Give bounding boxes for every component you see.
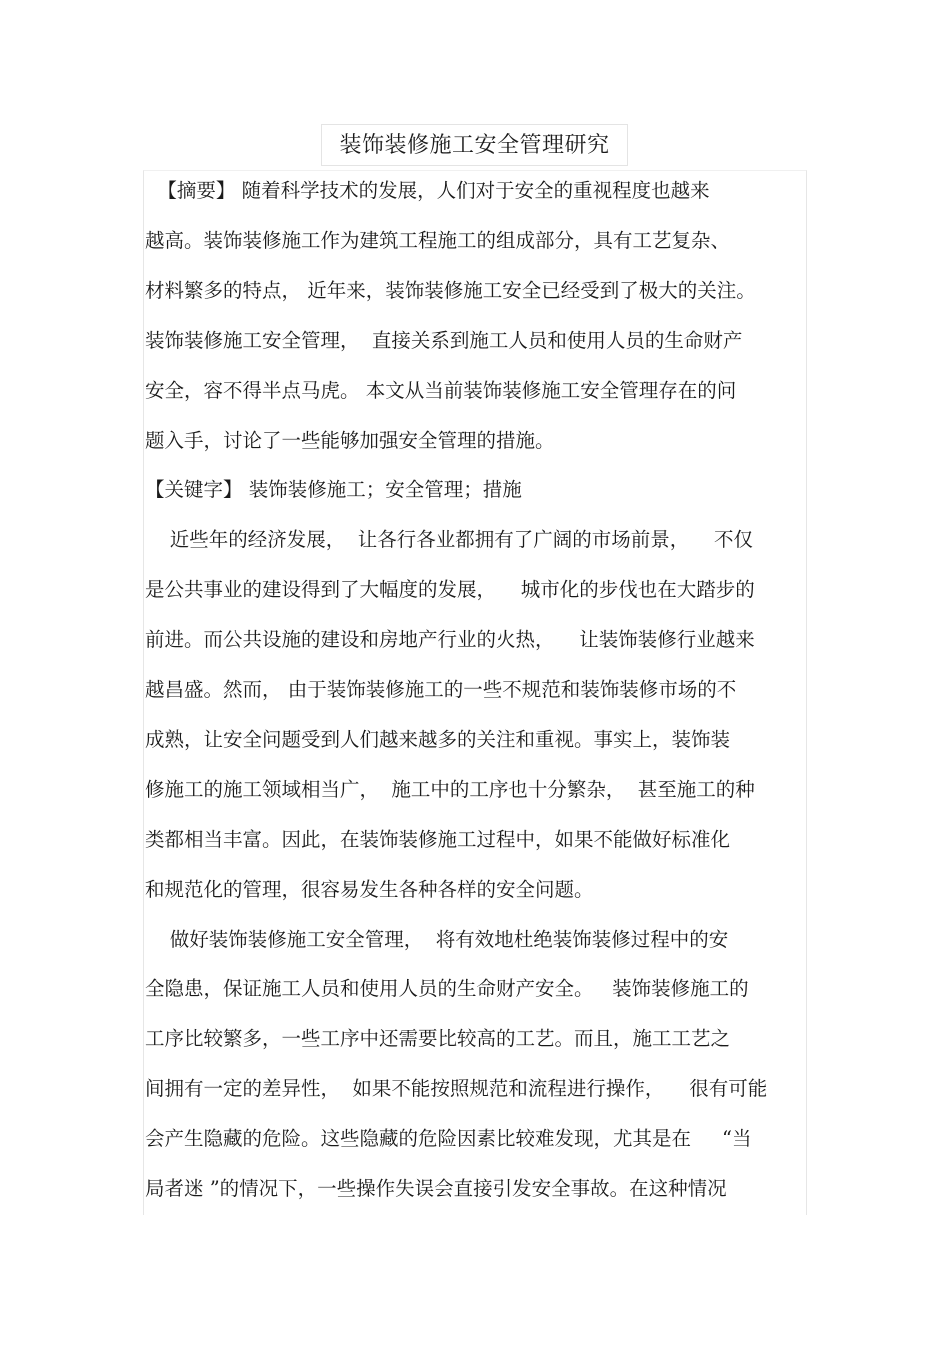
text-line: 题入手，讨论了一些能够加强安全管理的措施。 [145, 429, 555, 452]
text-line: 类都相当丰富。因此，在装饰装修施工过程中，如果不能做好标准化 [145, 828, 731, 851]
text-line: 越昌盛。然而， 由于装饰装修施工的一些不规范和装饰装修市场的不 [145, 678, 737, 701]
text-line: 材料繁多的特点， 近年来，装饰装修施工安全已经受到了极大的关注。 [145, 279, 756, 302]
text-line: 修施工的施工领域相当广， 施工中的工序也十分繁杂， 甚至施工的种 [145, 778, 755, 801]
text-line: 会产生隐藏的危险。这些隐藏的危险因素比较难发现，尤其是在 “当 [145, 1127, 752, 1150]
text-line: 和规范化的管理，很容易发生各种各样的安全问题。 [145, 878, 594, 901]
text-line: 间拥有一定的差异性， 如果不能按照规范和流程进行操作， 很有可能 [145, 1077, 768, 1100]
text-line: 装饰装修施工安全管理， 直接关系到施工人员和使用人员的生命财产 [145, 329, 743, 352]
document-title: 装饰装修施工安全管理研究 [339, 133, 610, 158]
text-line: 是公共事业的建设得到了大幅度的发展， 城市化的步伐也在大踏步的 [145, 578, 755, 601]
text-line: 越高。装饰装修施工作为建筑工程施工的组成部分，具有工艺复杂、 [145, 229, 731, 252]
title-box [321, 124, 628, 166]
text-line: 做好装饰装修施工安全管理， 将有效地杜绝装饰装修过程中的安 [145, 928, 729, 951]
text-line: 【摘要】 随着科学技术的发展，人们对于安全的重视程度也越来 [145, 179, 710, 202]
text-line: 安全，容不得半点马虎。 本文从当前装饰装修施工安全管理存在的问 [145, 379, 737, 402]
text-line: 成熟，让安全问题受到人们越来越多的关注和重视。事实上，装饰装 [145, 728, 731, 751]
text-line: 工序比较繁多，一些工序中还需要比较高的工艺。而且，施工工艺之 [145, 1027, 731, 1050]
text-line: 局者迷 ”的情况下，一些操作失误会直接引发安全事故。在这种情况 [145, 1177, 727, 1200]
keywords-line: 【关键字】 装饰装修施工；安全管理；措施 [145, 478, 522, 501]
text-line: 近些年的经济发展， 让各行各业都拥有了广阔的市场前景， 不仅 [145, 528, 753, 551]
text-line: 全隐患，保证施工人员和使用人员的生命财产安全。 装饰装修施工的 [145, 977, 749, 1000]
text-line: 前进。而公共设施的建设和房地产行业的火热， 让装饰装修行业越来 [145, 628, 755, 651]
